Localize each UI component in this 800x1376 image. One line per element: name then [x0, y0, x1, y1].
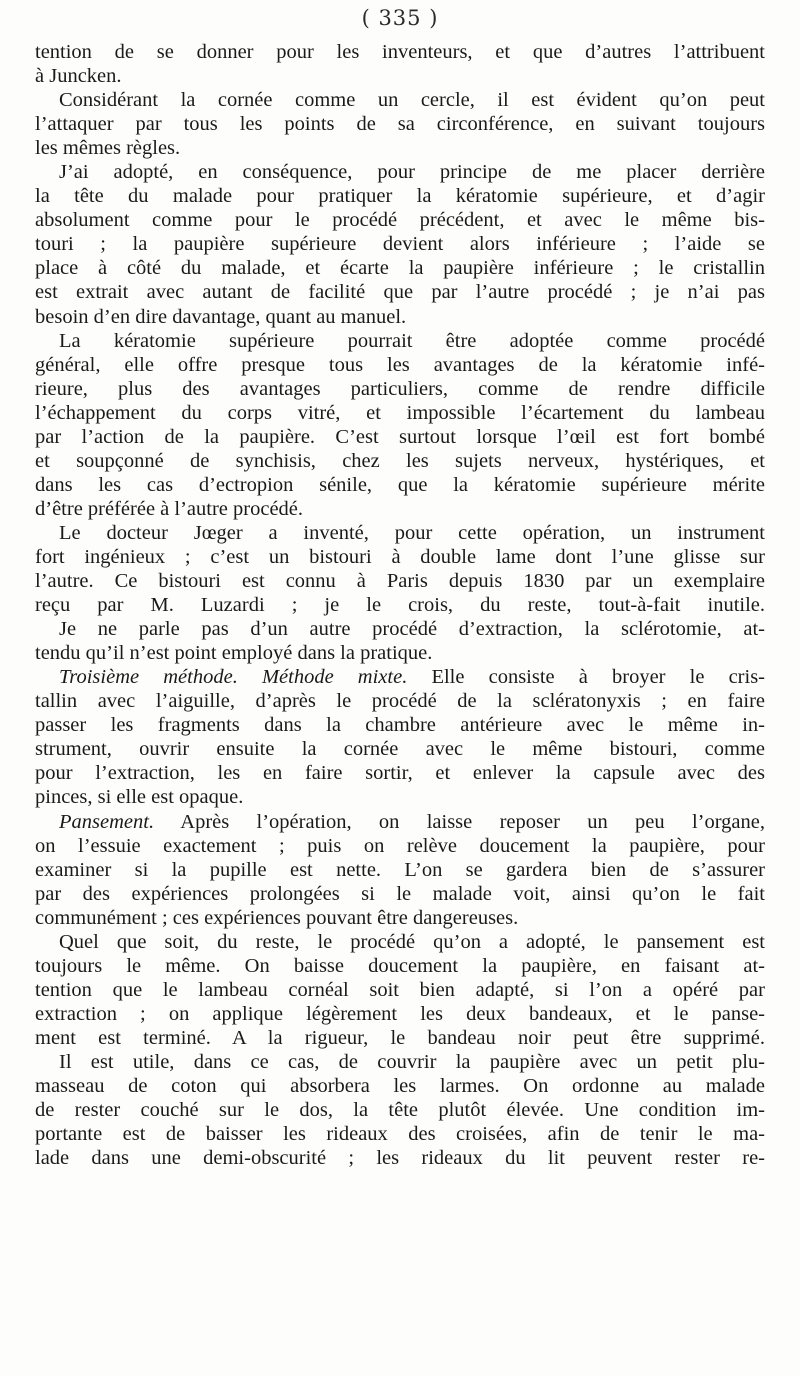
text-line: par des expériences prolongées si le malade voit, ainsi qu’on le fait — [35, 882, 765, 905]
text-line: tallin avec l’aiguille, d’après le procédé de la sclératonyxis ; en faire — [35, 690, 765, 713]
text-line: d’être préférée à l’autre procédé. — [35, 497, 304, 520]
text-line: Pansement. Après l’opération, on laisse reposer un peu l’organe, — [59, 810, 765, 833]
text-line: J’ai adopté, en conséquence, pour principe de me placer derrière — [59, 161, 765, 184]
text-line: la tête du malade pour pratiquer la kératomie supérieure, et d’agir — [35, 185, 765, 208]
text-line: rieure, plus des avantages particuliers, comme de rendre difficile — [35, 377, 765, 400]
text-line: et soupçonné de synchisis, chez les sujets nerveux, hystériques, et — [35, 449, 765, 472]
text-line: ment est terminé. A la rigueur, le bandeau noir peut être supprimé. — [35, 1026, 765, 1049]
text-line: Je ne parle pas d’un autre procédé d’extraction, la sclérotomie, at- — [59, 618, 765, 641]
text-line: l’échappement du corps vitré, et impossible l’écartement du lambeau — [35, 401, 765, 424]
text-line: passer les fragments dans la chambre antérieure avec le même in- — [35, 714, 765, 737]
text-line: absolument comme pour le procédé précédent, et avec le même bis- — [35, 209, 765, 232]
page-number: ( 335 ) — [361, 6, 439, 30]
text-line: tention que le lambeau cornéal soit bien adapté, si l’on a opéré par — [35, 978, 765, 1001]
text-line: Troisième méthode. Méthode mixte. Elle consiste à broyer le cris- — [59, 666, 765, 689]
text-line: besoin d’en dire davantage, quant au manuel. — [35, 305, 407, 328]
text-line: examiner si la pupille est nette. L’on se gardera bien de s’assurer — [35, 858, 765, 881]
text-line: toujours le même. On baisse doucement la paupière, en faisant at- — [35, 954, 765, 977]
text-line: l’attaquer par tous les points de sa circonférence, en suivant toujours — [35, 113, 765, 136]
text-line: les mêmes règles. — [35, 137, 181, 160]
text-line: portante est de baisser les rideaux des croisées, afin de tenir le ma- — [35, 1123, 765, 1146]
text-line: touri ; la paupière supérieure devient alors inférieure ; l’aide se — [35, 233, 765, 256]
text-line: place à côté du malade, et écarte la paupière inférieure ; le cristallin — [35, 257, 765, 280]
text-line: tention de se donner pour les inventeurs, et que d’autres l’attribuent — [35, 41, 765, 63]
text-line: extraction ; on applique légèrement les deux bandeaux, et le panse- — [35, 1002, 765, 1025]
text-line: général, elle offre presque tous les avantages de la kératomie infé- — [35, 353, 765, 376]
text-line: on l’essuie exactement ; puis on relève doucement la paupière, pour — [35, 834, 765, 857]
text-line: Quel que soit, du reste, le procédé qu’on a adopté, le pansement est — [59, 930, 765, 953]
body-text — [35, 40, 765, 1170]
italic-heading: Pansement. — [59, 810, 155, 833]
text-line: à Juncken. — [35, 65, 122, 88]
text-line: communément ; ces expériences pouvant être dangereuses. — [35, 906, 519, 929]
text-line: fort ingénieux ; c’est un bistouri à double lame dont l’une glisse sur — [35, 545, 765, 568]
text-line: Considérant la cornée comme un cercle, il est évident qu’on peut — [59, 89, 765, 112]
text-line: La kératomie supérieure pourrait être adoptée comme procédé — [59, 329, 765, 352]
italic-heading: Troisième méthode. Méthode mixte. — [59, 666, 408, 689]
text-line: reçu par M. Luzardi ; je le crois, du reste, tout-à-fait inutile. — [35, 594, 765, 617]
text-line: Le docteur Jœger a inventé, pour cette opération, un instrument — [59, 521, 765, 544]
text-line: lade dans une demi-obscurité ; les rideaux du lit peuvent rester re- — [35, 1147, 765, 1170]
text-line: est extrait avec autant de facilité que par l’autre procédé ; je n’ai pas — [35, 281, 765, 304]
text-line: l’autre. Ce bistouri est connu à Paris depuis 1830 par un exemplaire — [35, 570, 765, 593]
text-line: pinces, si elle est opaque. — [35, 786, 244, 809]
text-line: par l’action de la paupière. C’est surtout lorsque l’œil est fort bombé — [35, 425, 765, 448]
text-line: Il est utile, dans ce cas, de couvrir la paupière avec un petit plu- — [59, 1050, 765, 1073]
text-line: masseau de coton qui absorbera les larmes. On ordonne au malade — [35, 1075, 765, 1098]
text-line: pour l’extraction, les en faire sortir, et enlever la capsule avec des — [35, 762, 765, 785]
text-line: de rester couché sur le dos, la tête plutôt élevée. Une condition im- — [35, 1099, 765, 1122]
text-line: dans les cas d’ectropion sénile, que la kératomie supérieure mérite — [35, 473, 765, 496]
text-line: tendu qu’il n’est point employé dans la pratique. — [35, 642, 433, 665]
text-line: strument, ouvrir ensuite la cornée avec le même bistouri, comme — [35, 738, 765, 761]
